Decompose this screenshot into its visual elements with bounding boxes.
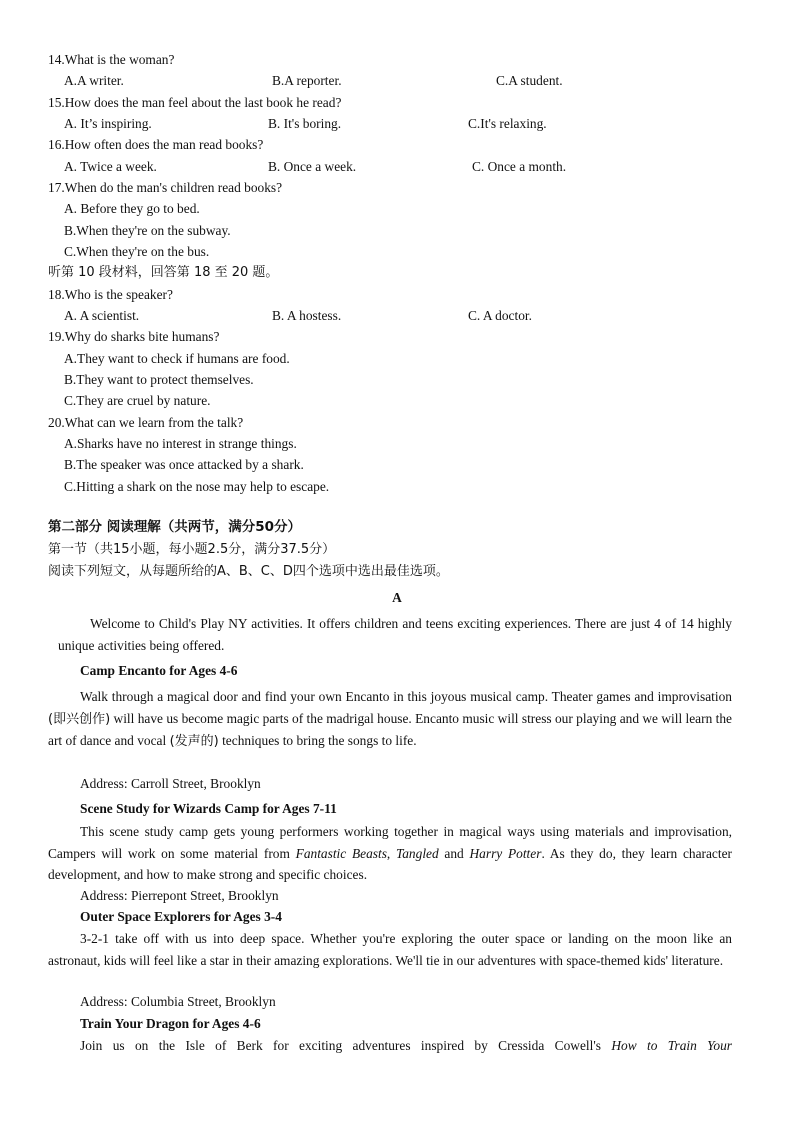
camp3-body xyxy=(48,928,732,971)
q18-option-c: C. A doctor. xyxy=(468,308,532,323)
q19-option-c: C.They are cruel by nature. xyxy=(64,393,211,408)
q16-option-b: B. Once a week. xyxy=(268,159,357,174)
camp2-book-fantastic-beasts: Fantastic Beasts xyxy=(295,845,387,861)
camp2-address: Address: Pierrepont Street, Brooklyn xyxy=(80,888,279,903)
camp1-body-b: will have us become magic parts of the madrigal house. Encanto music will stress our playing and we will learn the art of dance and vocal xyxy=(48,710,732,748)
q15-option-b: B. It's boring. xyxy=(268,116,342,131)
q17-option-b: B.When they're on the subway. xyxy=(64,223,231,238)
camp2-title: Scene Study for Wizards Camp for Ages 7-11 xyxy=(80,801,337,816)
camp4-body xyxy=(48,1035,732,1057)
camp2-book-tangled: Tangled xyxy=(396,845,439,861)
camp2-body-b: . As they do, they learn character development, and how to make strong and specific choices. xyxy=(48,845,732,882)
q15-option-a: A. It’s inspiring. xyxy=(64,116,152,131)
q16-option-a: A. Twice a week. xyxy=(64,159,157,174)
camp3-body-text: 3-2-1 take off with us into deep space. Whether you're exploring the outer space or landing on the moon like an astronaut, kids will feel like a star in their amazing explorations. We'll tie in our adventures with space-themed kids' literature. xyxy=(48,931,732,968)
passage-letter: A xyxy=(392,590,402,605)
q14-option-c: C.A student. xyxy=(496,73,563,88)
q20-option-a: A.Sharks have no interest in strange things. xyxy=(64,436,297,451)
camp2-body xyxy=(48,821,732,886)
q15-option-c: C.It's relaxing. xyxy=(468,116,547,131)
q17-stem: 17.When do the man's children read books? xyxy=(48,180,283,195)
q17-option-c: C.When they're on the bus. xyxy=(64,244,210,259)
camp4-title: Train Your Dragon for Ages 4-6 xyxy=(80,1016,261,1031)
intro-text: Welcome to Child's Play NY activities. It offers children and teens exciting experiences. There are just 4 of 14 highly unique activities being offered. xyxy=(58,616,732,653)
q18-option-a: A. A scientist. xyxy=(64,308,140,323)
q16-stem: 16.How often does the man read books? xyxy=(48,137,264,152)
camp4-body-a: Join us on the Isle of Berk for exciting adventures inspired by Cressida Cowell's xyxy=(80,1038,612,1053)
passage-intro xyxy=(58,613,732,656)
q17-option-a: A. Before they go to bed. xyxy=(64,201,200,216)
camp2-book-harry-potter: Harry Potter xyxy=(469,845,542,861)
section-10-instruction: 听第 10 段材料，回答第 18 至 20 题。 xyxy=(48,265,279,280)
camp3-address: Address: Columbia Street, Brooklyn xyxy=(80,994,276,1009)
q16-option-c: C. Once a month. xyxy=(472,159,567,174)
q19-stem: 19.Why do sharks bite humans? xyxy=(48,329,220,344)
camp2-separator-1: , xyxy=(386,845,397,861)
camp1-note-vocal: (发声的) xyxy=(169,734,219,749)
q15-stem: 15.How does the man feel about the last book he read? xyxy=(48,95,342,110)
q20-option-b: B.The speaker was once attacked by a shark. xyxy=(64,457,304,472)
camp1-address: Address: Carroll Street, Brooklyn xyxy=(80,776,261,791)
q14-option-b: B.A reporter. xyxy=(272,73,342,88)
camp1-title: Camp Encanto for Ages 4-6 xyxy=(80,663,238,678)
q14-option-a: A.A writer. xyxy=(64,73,124,88)
q18-stem: 18.Who is the speaker? xyxy=(48,287,173,302)
q18-option-b: B. A hostess. xyxy=(272,308,342,323)
part-2-title: 第二部分 阅读理解（共两节，满分50分） xyxy=(48,519,301,535)
q20-option-c: C.Hitting a shark on the nose may help to escape. xyxy=(64,479,330,494)
reading-instruction: 阅读下列短文，从每题所给的A、B、C、D四个选项中选出最佳选项。 xyxy=(48,564,449,579)
camp1-body-a: Walk through a magical door and find your own Encanto in this joyous musical camp. Theater games and improvisation xyxy=(80,689,732,704)
camp3-title: Outer Space Explorers for Ages 3-4 xyxy=(80,909,282,924)
q20-stem: 20.What can we learn from the talk? xyxy=(48,415,244,430)
section-1-title: 第一节（共15小题，每小题2.5分，满分37.5分） xyxy=(48,542,336,557)
camp1-body xyxy=(48,686,732,753)
camp1-note-improvisation: (即兴创作) xyxy=(48,711,111,727)
q19-option-b: B.They want to protect themselves. xyxy=(64,372,254,387)
camp4-book-title: How to Train Your xyxy=(611,1038,732,1053)
camp2-separator-2: and xyxy=(438,845,470,861)
q14-stem: 14.What is the woman? xyxy=(48,52,175,67)
camp2-body-a: This scene study camp gets young performers working together in magical ways using materials and improvisation, Campers will work on some material from xyxy=(48,824,732,861)
camp1-body-c: techniques to bring the songs to life. xyxy=(218,733,417,748)
q19-option-a: A.They want to check if humans are food. xyxy=(64,351,290,366)
